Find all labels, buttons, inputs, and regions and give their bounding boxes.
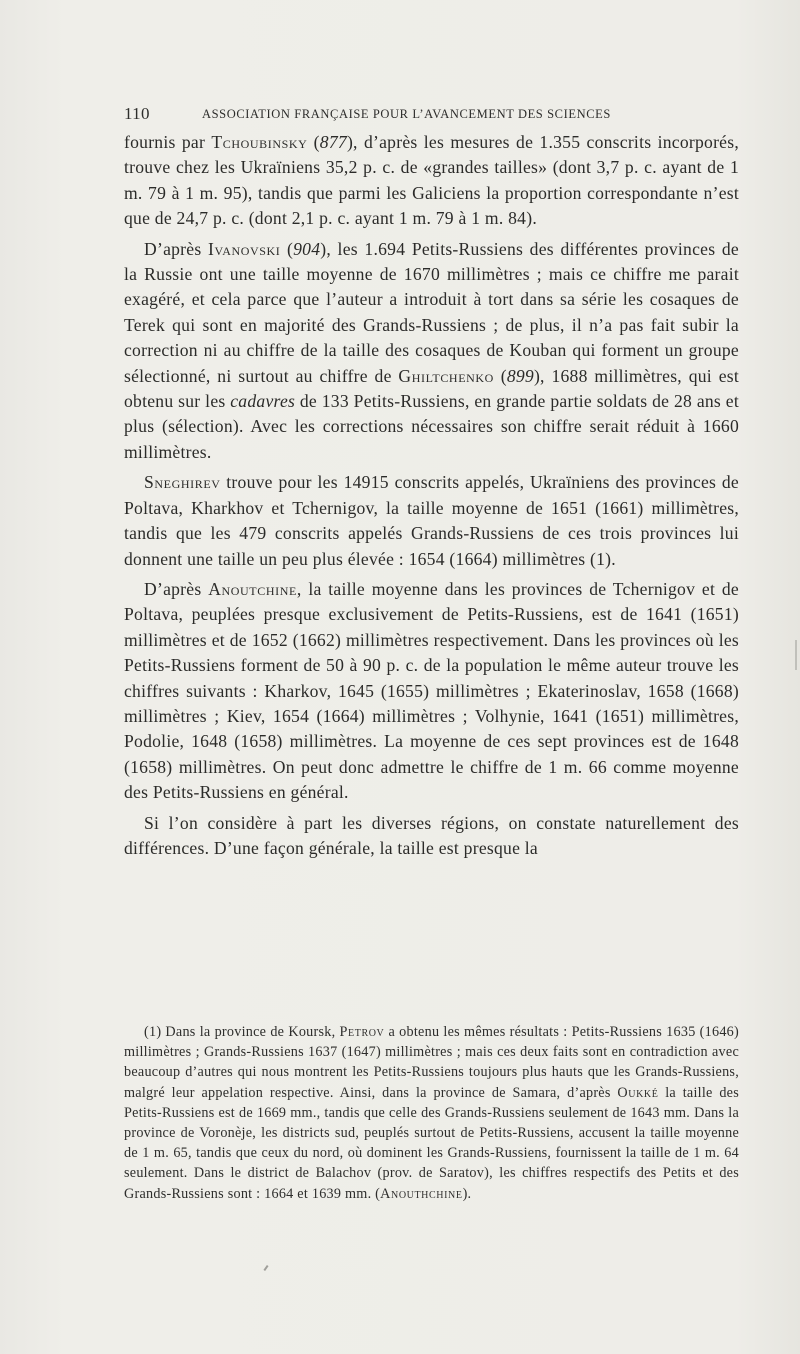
text-run: ), les 1.694 Petits-Russiens des différentes provinces de la Russie ont une taille moyenne de 1670 millimètres ; mais ce chiffre me parait exagéré, et cela parce que l’auteur a introduit à tort dans sa série les cosaques de Terek qui sont en majorité des Grands-Russiens ; de plus, il n’a pas fait subir la correction ni au chiffre de la taille des cosaques de Kouban qui forment un groupe sélectionné, ni surtout au chiffre de [124, 238, 739, 386]
text-run: de 133 Petits-Russiens, en grande partie soldats de 28 ans et plus (sélection). Avec les corrections nécessaires son chiffre serait réduit à 1660 millimètres. [124, 391, 739, 462]
text-run: Si l’on considère à part les diverses régions, on constate naturellement des différences. D’une façon générale, la taille est presque la [124, 812, 739, 858]
reference-number: 904 [293, 238, 321, 259]
text-run: ), 1688 millimètres, qui est obtenu sur les [124, 365, 739, 412]
text-run: la taille des Petits-Russiens est de 1669 mm., tandis que celle des Grands-Russiens seulement de 1643 mm. Dans la province de Voronèje, les districts sud, peuplés surtout de Petits-Russiens, accusent la taille moyenne de 1 m. 65, tandis que ceux du nord, où dominent les Grands-Russiens, fournissent la taille de 1 m. 64 seulement. Dans le district de Balachov (prov. de Saratov), les chiffres respectifs des Petits et des Grands-Russiens sont : 1664 et 1639 mm. ( [124, 1084, 739, 1202]
page-number: 110 [124, 104, 150, 123]
text-run: ( [307, 132, 320, 152]
text-run: ). [462, 1185, 472, 1202]
reference-number: 877 [319, 132, 347, 152]
page-header [124, 104, 684, 124]
author-name: Anoutchine [208, 578, 297, 599]
author-name: Oukké [617, 1084, 659, 1101]
author-name: Tchoubinsky [211, 132, 308, 152]
footnote [124, 1022, 739, 1204]
text-run: fournis par [124, 132, 212, 152]
text-run: ( [280, 238, 294, 259]
author-name: Ivanovski [208, 238, 281, 259]
text-run: D’après [144, 578, 209, 599]
page-edge-shadow [795, 640, 797, 670]
paragraph-1 [124, 130, 739, 232]
paragraph-4 [124, 577, 739, 806]
paragraph-3 [124, 470, 739, 572]
text-run: ( [493, 365, 507, 386]
text-run: (1) Dans la province de Koursk, [144, 1024, 340, 1040]
author-name: Petrov [339, 1024, 385, 1040]
author-name: Sneghirev [144, 472, 221, 493]
paragraph-2 [124, 237, 739, 466]
author-name: Anouthchine [380, 1185, 463, 1202]
author-name: Ghiltchenko [398, 365, 494, 386]
paragraph-5 [124, 811, 739, 862]
reference-number: 899 [506, 365, 534, 386]
body-text [124, 130, 739, 866]
text-run: ), d’après les mesures de 1.355 conscrits incorporés, trouve chez les Ukraïniens 35,2 p. c. de «grandes tailles» (dont 3,7 p. c. ayant de 1 m. 79 à 1 m. 95), tandis que parmi les Galiciens la proportion correspondante n’est que de 24,7 p. c. (dont 2,1 p. c. ayant 1 m. 79 à 1 m. 84). [124, 132, 739, 229]
emphasis: cadavres [230, 391, 296, 412]
text-run: D’après [144, 238, 209, 259]
print-speck [263, 1265, 268, 1271]
text-run: a obtenu les mêmes résultats : Petits-Russiens 1635 (1646) millimètres ; Grands-Russiens 1637 (1647) millimètres ; mais ces deux faits sont en contradiction avec beaucoup d’autres qui nous montrent les Petits-Russiens toujours plus hauts que les Grands-Russiens, malgré leur appelation respective. Ainsi, dans la province de Samara, d’après [124, 1024, 739, 1101]
text-run: , la taille moyenne dans les provinces de Tchernigov et de Poltava, peuplées presque exclusivement de Petits-Russiens, est de 1641 (1651) millimètres et de 1652 (1662) millimètres respectivement. Dans les provinces où les Petits-Russiens forment de 50 à 90 p. c. de la population le même auteur trouve les chiffres suivants : Kharkov, 1645 (1655) millimètres ; Ekaterinoslav, 1658 (1668) millimètres ; Kiev, 1654 (1664) millimètres ; Volhynie, 1641 (1651) millimètres, Podolie, 1648 (1658) millimètres. La moyenne de ces sept provinces est de 1648 (1658) millimètres. On peut donc admettre le chiffre de 1 m. 66 comme moyenne des Petits-Russiens en général. [124, 578, 739, 803]
running-head: ASSOCIATION FRANÇAISE POUR L’AVANCEMENT DES SCIENCES [202, 107, 611, 121]
text-run: trouve pour les 14915 conscrits appelés, Ukraïniens des provinces de Poltava, Kharkhov et Tchernigov, la taille moyenne de 1651 (1661) millimètres, tandis que les 479 conscrits appelés Grands-Russiens de ces trois provinces lui donnent une taille un peu plus élevée : 1654 (1664) millimètres (1). [124, 472, 739, 569]
